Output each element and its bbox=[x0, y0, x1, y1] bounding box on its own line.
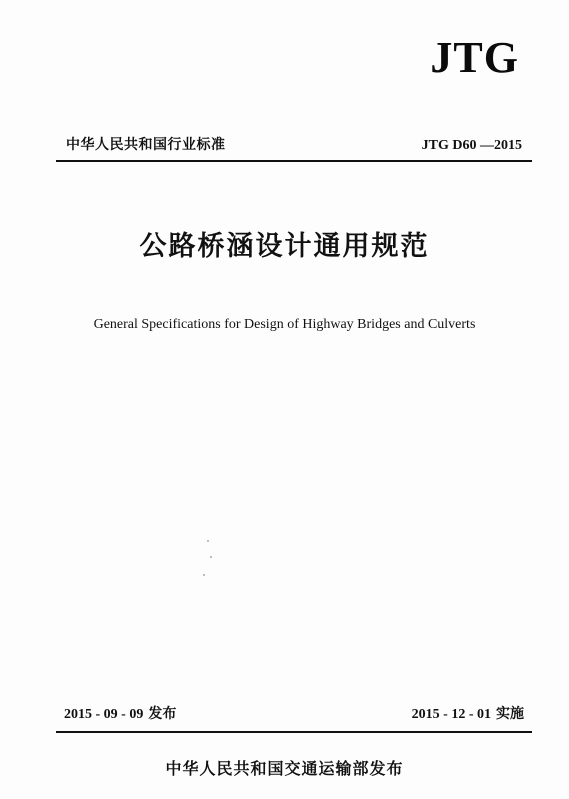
effective-date-group bbox=[412, 703, 524, 723]
effective-label: 实施 bbox=[496, 706, 524, 722]
scan-speck bbox=[207, 540, 209, 542]
top-divider bbox=[56, 160, 532, 162]
bottom-divider bbox=[56, 731, 532, 733]
document-title-chinese: 公路桥涵设计通用规范 bbox=[139, 231, 430, 262]
date-row bbox=[64, 703, 524, 723]
issue-date-group bbox=[64, 703, 176, 723]
scan-speck bbox=[203, 574, 205, 576]
standard-code: JTG D60 —2015 bbox=[421, 138, 522, 153]
publisher: 中华人民共和国交通运输部发布 bbox=[165, 759, 404, 778]
issue-date: 2015 - 09 - 09 bbox=[64, 707, 144, 722]
effective-date: 2015 - 12 - 01 bbox=[411, 707, 491, 722]
issue-label: 发布 bbox=[148, 706, 177, 722]
jtg-logo: JTG bbox=[430, 33, 519, 82]
cover-header bbox=[66, 130, 522, 154]
scan-speck bbox=[210, 556, 212, 558]
standard-category: 中华人民共和国行业标准 bbox=[66, 137, 226, 153]
document-title-english: General Specifications for Design of Highway Bridges and Culverts bbox=[93, 317, 476, 332]
